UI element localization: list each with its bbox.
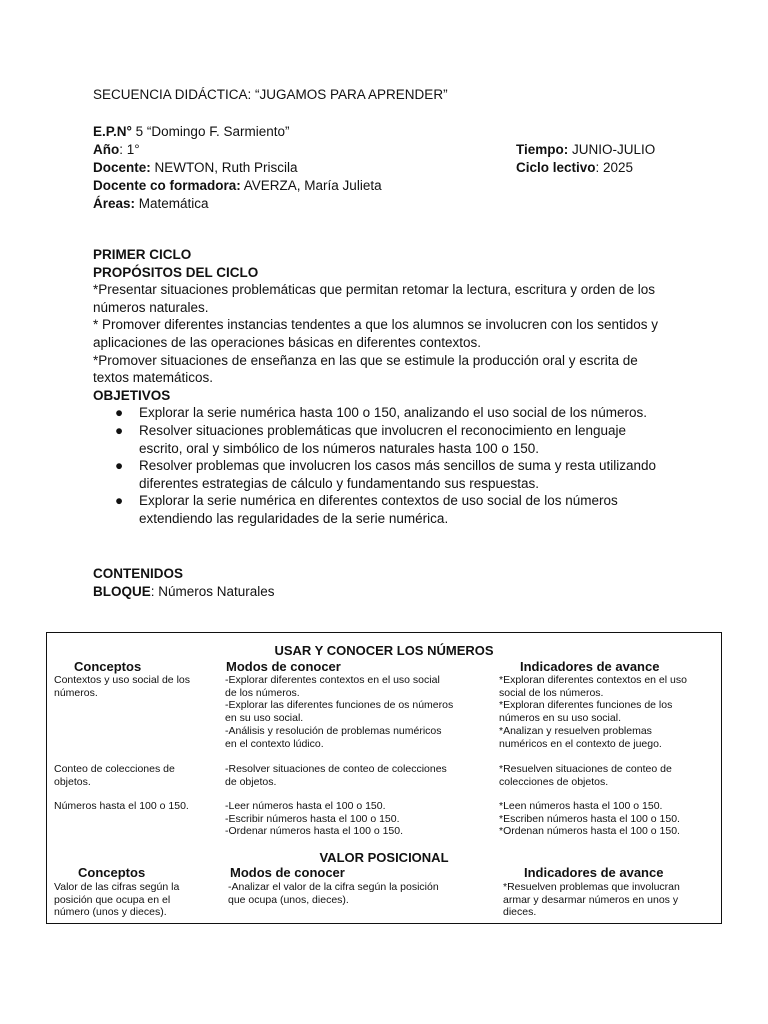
teacher-label: Docente: — [93, 160, 151, 175]
teacher-line — [93, 159, 382, 177]
time-label: Tiempo: — [516, 142, 569, 157]
bullet-icon: ● — [115, 422, 124, 438]
table-cell-modes: -Leer números hasta el 100 o 150. -Escribir números hasta el 100 o 150. -Ordenar números hasta el 100 o 150. — [225, 800, 404, 838]
coteacher-line — [93, 177, 382, 195]
purposes-heading: PROPÓSITOS DEL CICLO — [93, 264, 259, 280]
objective-text: Resolver problemas que involucren los casos más sencillos de suma y resta utilizando diferentes estrategias de cálculo y fundamentando sus respuestas. — [139, 458, 656, 491]
coteacher-label: Docente co formadora: — [93, 178, 241, 193]
school-label: E.P.N° — [93, 124, 132, 139]
header-indicators: Indicadores de avance — [520, 659, 660, 674]
year-value: : 1° — [119, 142, 140, 157]
purpose-item: *Promover situaciones de enseñanza en las que se estimule la producción oral y escrita de textos matemáticos. — [93, 352, 638, 386]
objective-item — [93, 492, 673, 527]
objectives-list — [93, 404, 673, 527]
table-cell-indicators: *Resuelven situaciones de conteo de colecciones de objetos. — [499, 763, 672, 788]
section-title-usar: USAR Y CONOCER LOS NÚMEROS — [274, 643, 494, 658]
objectives-heading: OBJETIVOS — [93, 387, 171, 403]
areas-value: Matemática — [135, 196, 209, 211]
objective-item — [93, 422, 673, 457]
objective-text: Resolver situaciones problemáticas que involucren el reconocimiento en lenguaje escrito, oral y simbólico de los números naturales hasta 100 o 150. — [139, 422, 627, 456]
table-cell-concept: Valor de las cifras según la posición que ocupa en el número (unos y dieces). — [54, 881, 180, 919]
table-cell-concept: Conteo de colecciones de objetos. — [54, 763, 175, 788]
time-value: JUNIO-JULIO — [568, 142, 656, 157]
school-line — [93, 123, 382, 141]
objective-text: Explorar la serie numérica hasta 100 o 150, analizando el uso social de los números. — [139, 405, 648, 421]
header-indicators: Indicadores de avance — [524, 865, 664, 880]
contents-table — [46, 632, 722, 924]
table-cell-modes: -Explorar diferentes contextos en el uso social de los números. -Explorar las diferentes funciones de os números en su uso social. -Análisis y resolución de problemas numéricos en el contexto lúdico. — [225, 674, 454, 750]
contents-heading: CONTENIDOS — [93, 566, 184, 581]
time-line — [516, 141, 655, 159]
block-value: : Números Naturales — [150, 583, 275, 599]
coteacher-value: AVERZA, María Julieta — [240, 178, 382, 193]
cycle-section — [93, 246, 673, 528]
year-line — [93, 141, 382, 159]
bullet-icon: ● — [115, 458, 124, 474]
objective-text: Explorar la serie numérica en diferentes contextos de uso social de los números extendiendo las regularidades de la serie numérica. — [139, 493, 618, 526]
year-label: Año — [93, 142, 120, 157]
cycle-year-line — [516, 159, 655, 177]
bullet-icon: ● — [115, 405, 124, 421]
table-cell-modes: -Resolver situaciones de conteo de colecciones de objetos. — [225, 763, 447, 788]
header-modes: Modos de conocer — [226, 659, 341, 674]
table-cell-indicators: *Resuelven problemas que involucran armar y desarmar números en unos y dieces. — [503, 881, 680, 919]
header-concepts: Conceptos — [74, 659, 142, 674]
areas-label: Áreas: — [93, 196, 136, 211]
objective-item — [93, 457, 673, 492]
cycle-year-value: : 2025 — [595, 160, 634, 175]
document-title: SECUENCIA DIDÁCTICA: “JUGAMOS PARA APRENDER” — [93, 87, 448, 102]
cycle-year-label: Ciclo lectivo — [516, 160, 596, 175]
cycle-heading: PRIMER CICLO — [93, 247, 192, 262]
purpose-item: *Presentar situaciones problemáticas que permitan retomar la lectura, escritura y orden de los números naturales. — [93, 282, 656, 315]
table-cell-indicators: *Leen números hasta el 100 o 150. *Escriben números hasta el 100 o 150. *Ordenan números hasta el 100 o 150. — [499, 800, 680, 838]
table-cell-modes: -Analizar el valor de la cifra según la posición que ocupa (unos, dieces). — [228, 881, 439, 906]
block-line — [93, 583, 275, 601]
section-title-valor: VALOR POSICIONAL — [319, 850, 449, 865]
purpose-item: * Promover diferentes instancias tendentes a que los alumnos se involucren con los sentidos y aplicaciones de las operaciones básicas en diferentes contextos. — [93, 317, 659, 350]
bullet-icon: ● — [115, 493, 124, 509]
block-label: BLOQUE — [93, 583, 151, 599]
teacher-value: NEWTON, Ruth Priscila — [150, 160, 298, 175]
objective-item — [93, 404, 673, 422]
table-cell-concept: Números hasta el 100 o 150. — [54, 800, 189, 812]
contents-section — [93, 565, 275, 600]
header-info-left — [93, 123, 382, 213]
header-modes: Modos de conocer — [230, 865, 345, 880]
header-concepts: Conceptos — [78, 865, 146, 880]
header-info-right — [516, 141, 655, 177]
areas-line — [93, 195, 382, 213]
table-cell-indicators: *Exploran diferentes contextos en el uso social de los números. *Exploran diferentes funciones de los números en su uso social. *Analizan y resuelven problemas numéricos en el contexto de juego. — [499, 674, 687, 750]
school-value: 5 “Domingo F. Sarmiento” — [131, 124, 290, 139]
table-cell-concept: Contextos y uso social de los números. — [54, 674, 190, 699]
